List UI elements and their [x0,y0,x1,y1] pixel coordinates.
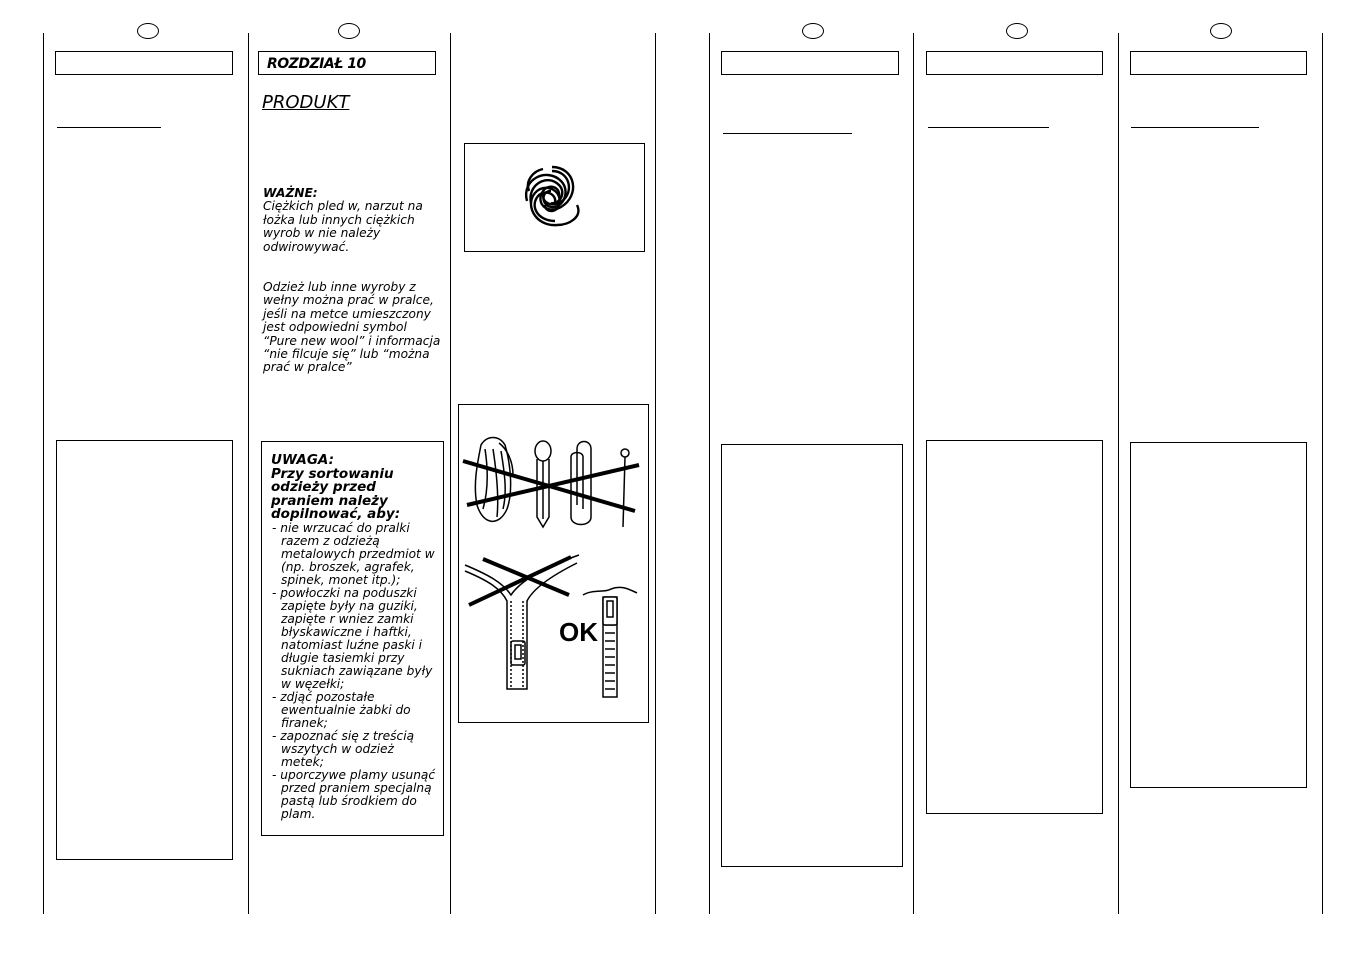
important-heading: WAŻNE: [263,186,318,200]
language-marker [1006,23,1028,39]
warning-box [261,441,444,836]
warning-list [271,522,437,821]
list-item: - powłoczki na poduszki zapięte były na guziki, zapięte r wniez zamki błyskawiczne i haftki, natomiast luźne paski i długie tasiemki przy sukniach zawiązane były w węzełki; [272,585,433,691]
column-divider [43,33,44,914]
language-marker [137,23,159,39]
chapter-header-box [926,51,1103,75]
language-marker [1210,23,1232,39]
column-divider [709,33,710,914]
column-divider [1118,33,1119,914]
list-item: - zapoznać się z treścią wszytych w odzież metek; [272,728,415,769]
wool-paragraph: Odzież lub inne wyroby z wełny można prać w pralce, jeśli na metce umieszczony jest odpowiedni symbol “Pure new wool” i informacja “nie filcuje się” lub “można prać w pralce” [263,280,441,375]
warning-heading: UWAGA: [271,452,334,468]
sorting-illustration [459,405,647,721]
page-title: PRODUKT [262,92,350,113]
list-item: - zdjąć pozostałe ewentualnie żabki do firanek; [272,689,411,730]
title-underline [1131,127,1259,128]
title-underline [928,127,1049,128]
chapter-header-box [721,51,899,75]
language-marker [338,23,360,39]
chapter-header-box [55,51,233,75]
chapter-label: ROZDZIAŁ 10 [267,56,366,72]
sorting-illustration-box [458,404,649,723]
warning-subheading: Przy sortowaniu odzieży przed praniem należy dopilnować, aby: [271,465,401,522]
title-underline [723,133,852,134]
warning-frame [926,440,1103,814]
pin-icon [621,449,629,527]
title-underline [57,127,161,128]
column-divider [913,33,914,914]
column-divider [1322,33,1323,914]
list-item: - nie wrzucać do pralki razem z odzieżą metalowych przedmiot w (np. broszek, agrafek, spinek, monet itp.); [272,520,435,587]
important-note [263,187,439,254]
zipper-ok-label: OK [559,617,598,647]
wool-symbol-box [464,143,645,252]
warning-frame [56,440,233,860]
chapter-header-box [1130,51,1307,75]
chapter-header-box [258,51,436,75]
column-divider [655,33,656,914]
warning-frame [1130,442,1307,788]
important-text: Ciężkich pled w, narzut na łożka lub innych ciężkich wyrob w nie należy odwirowywać. [263,199,423,254]
warning-frame [721,444,903,867]
column-divider [450,33,451,914]
woolmark-icon [517,161,587,231]
list-item: - uporczywe plamy usunąć przed praniem specjalną pastą lub środkiem do plam. [272,767,436,821]
paper-clip-icon [571,442,591,525]
language-marker [802,23,824,39]
column-divider [248,33,249,914]
